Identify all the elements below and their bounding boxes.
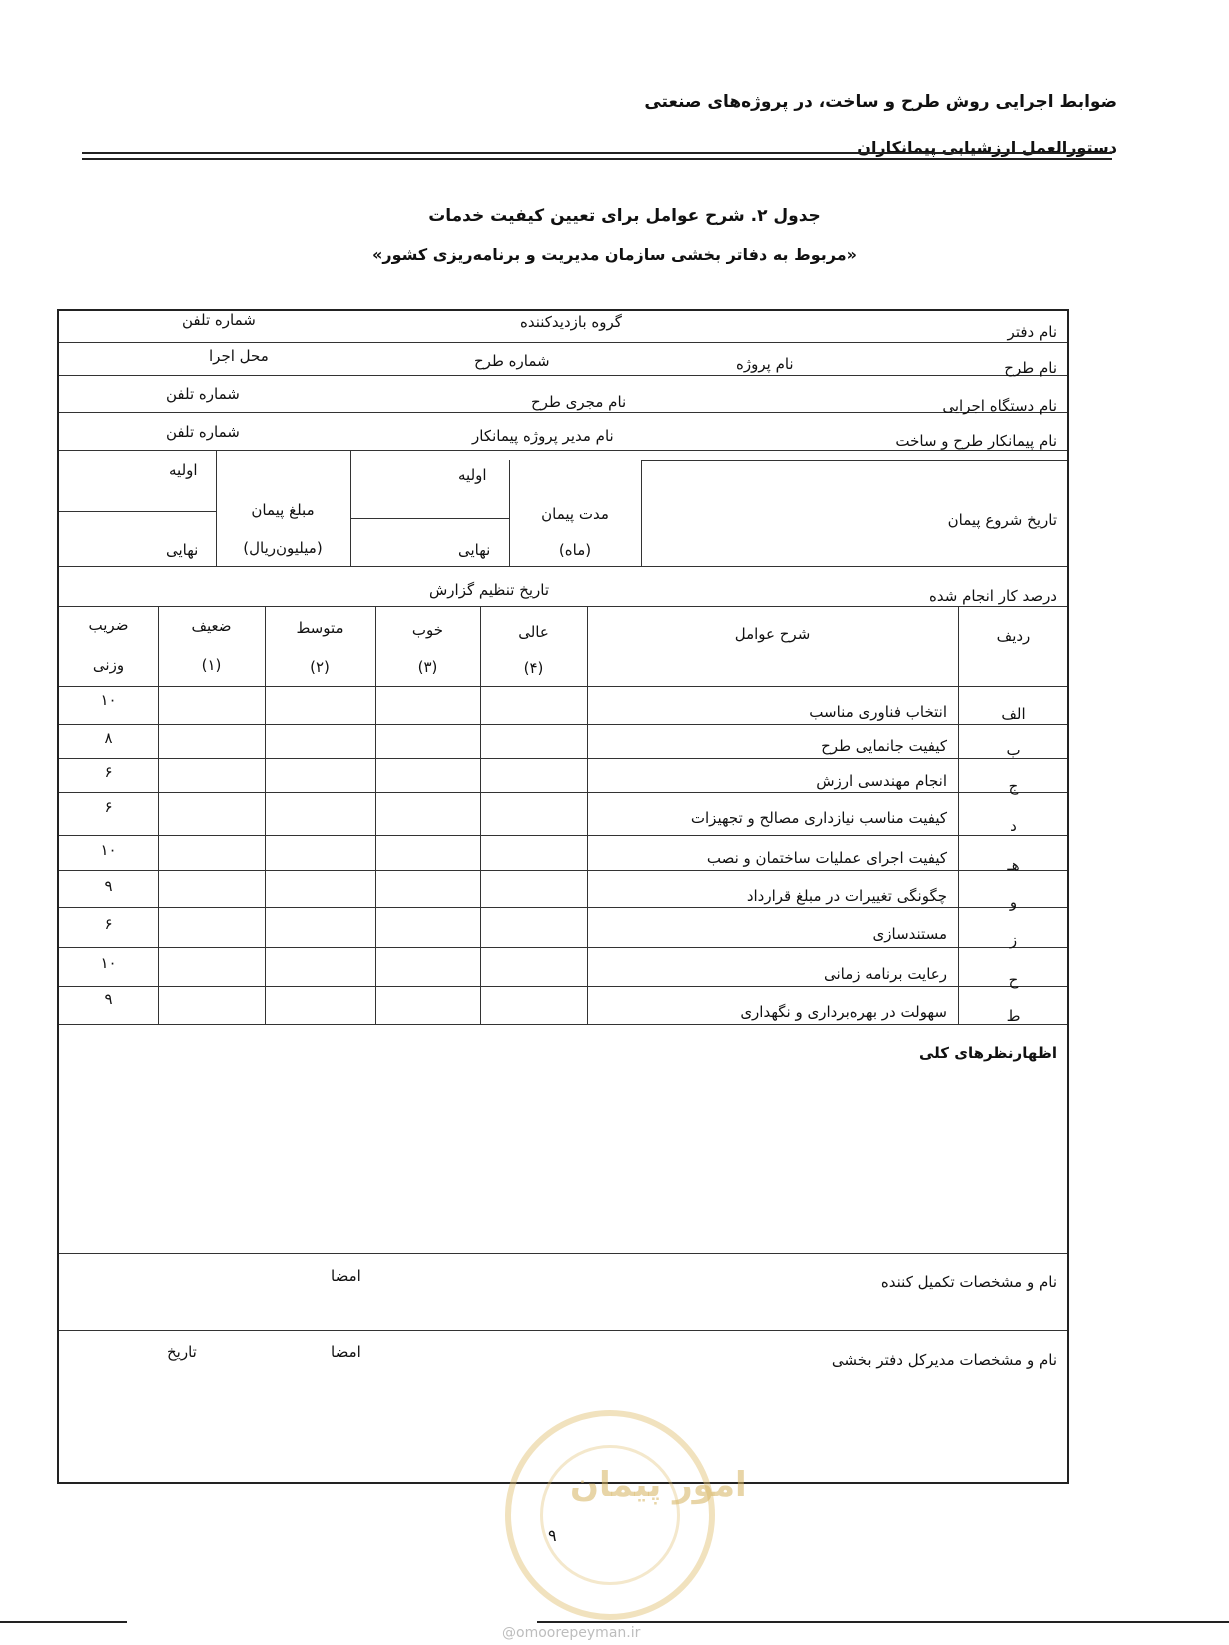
row-weight: ۱۰ [100, 691, 117, 709]
table-line [59, 686, 1067, 687]
header-average-score: (۲) [310, 658, 330, 676]
table-line [59, 907, 1067, 908]
row-description: سهولت در بهره‌برداری و نگهداری [740, 1003, 947, 1021]
header-good-score: (۳) [417, 658, 438, 676]
table-line [59, 986, 1067, 987]
document-header-title: ضوابط اجرایی روش طرح و ساخت، در پروژه‌های صنعتی [644, 92, 1117, 112]
table-line [59, 835, 1067, 836]
form-line [641, 460, 642, 566]
form-line [59, 1330, 1067, 1331]
header-rule-top [82, 152, 1112, 154]
row-description: رعایت برنامه زمانی [823, 965, 947, 983]
row-description: کیفیت مناسب نیازداری مصالح و تجهیزات [690, 809, 947, 827]
row-code: ب [1006, 741, 1021, 759]
form-line [59, 511, 216, 512]
row-weight: ۶ [104, 915, 113, 933]
general-comments-label: اظهارنظرهای کلی [918, 1044, 1057, 1062]
row-description: کیفیت جانمایی طرح [821, 737, 947, 755]
row-weight: ۶ [104, 798, 113, 816]
form-line [59, 412, 1067, 413]
table-title: جدول ۲. شرح عوامل برای تعیین کیفیت خدمات [428, 206, 821, 226]
amount-final-label: نهایی [166, 541, 199, 559]
row-weight: ۹ [104, 990, 113, 1008]
form-line [59, 375, 1067, 376]
header-excellent-score: (۴) [523, 659, 544, 677]
phone-label: شماره تلفن [166, 385, 240, 403]
table-line [59, 870, 1067, 871]
row-code: الف [1001, 705, 1026, 723]
row-code: ج [1008, 777, 1019, 795]
header-weak-score: (۱) [201, 656, 222, 674]
header-weak: ضعیف [191, 617, 232, 635]
table-line [59, 1024, 1067, 1025]
watermark-stamp-text: امور پیمان [570, 1465, 747, 1505]
header-average: متوسط [296, 619, 344, 637]
contract-amount-label: مبلغ پیمان [251, 501, 315, 519]
contract-start-label: تاریخ شروع پیمان [947, 511, 1057, 529]
watermark-website: @omoorepeyman.ir [502, 1625, 641, 1641]
footer-rule-right [537, 1621, 1229, 1623]
row-code: د [1010, 817, 1017, 835]
row-code: ز [1009, 931, 1018, 949]
director-label: نام و مشخصات مدیرکل دفتر بخشی [831, 1351, 1057, 1369]
project-manager-label: نام مدیر پروژه پیمانکار [472, 427, 614, 445]
row-weight: ۱۰ [100, 954, 117, 972]
site-label: محل اجرا [209, 347, 269, 365]
row-description: انجام مهندسی ارزش [816, 772, 947, 790]
date-label: تاریخ [167, 1343, 197, 1361]
million-rial-unit-label: (میلیون‌ریال) [243, 539, 323, 557]
header-rule-bottom [82, 158, 1112, 160]
row-description: مستندسازی [872, 925, 947, 943]
project-name-label: نام پروژه [736, 355, 794, 373]
completer-signature-label: امضا [331, 1267, 361, 1285]
form-line [641, 460, 1067, 461]
table-line [59, 724, 1067, 725]
row-weight: ۹ [104, 877, 113, 895]
table-line [59, 758, 1067, 759]
plan-number-label: شماره طرح [474, 352, 550, 370]
form-line [350, 518, 509, 519]
plan-executor-label: نام مجری طرح [531, 393, 627, 411]
table-line [59, 947, 1067, 948]
form-line [350, 450, 351, 566]
plan-name-label: نام طرح [1004, 359, 1057, 377]
evaluation-form [57, 309, 1069, 1484]
row-description: چگونگی تغییرات در مبلغ قرارداد [746, 887, 947, 905]
phone-label: شماره تلفن [166, 423, 240, 441]
duration-initial-label: اولیه [458, 466, 487, 484]
header-weight-line1: ضریب [88, 616, 129, 634]
row-description: کیفیت اجرای عملیات ساختمان و نصب [706, 849, 947, 867]
row-code: و [1009, 893, 1018, 911]
footer-rule-left [0, 1621, 127, 1623]
row-code: هـ [1007, 856, 1020, 874]
contractor-name-label: نام پیمانکار طرح و ساخت [895, 432, 1057, 450]
executive-agency-label: نام دستگاه اجرایی [942, 397, 1057, 415]
form-line [59, 566, 1067, 567]
completer-label: نام و مشخصات تکمیل کننده [880, 1273, 1057, 1291]
visiting-group-label: گروه بازدیدکننده [520, 313, 622, 331]
percent-done-label: درصد کار انجام شده [929, 587, 1057, 605]
page-number: ۹ [548, 1526, 557, 1545]
form-line [59, 450, 1067, 451]
table-line [59, 792, 1067, 793]
row-weight: ۶ [104, 763, 113, 781]
months-unit-label: (ماه) [558, 541, 592, 559]
office-name-label: نام دفتر [1007, 323, 1057, 341]
header-description: شرح عوامل [734, 625, 811, 643]
row-weight: ۸ [104, 729, 113, 747]
row-weight: ۱۰ [100, 841, 117, 859]
phone-label: شماره تلفن [182, 311, 256, 329]
row-code: ح [1008, 971, 1019, 989]
document-header-subtitle: دستورالعمل ارزشیابی پیمانکاران [857, 138, 1117, 157]
form-line [59, 342, 1067, 343]
table-line [958, 606, 959, 1024]
row-description: انتخاب فناوری مناسب [809, 703, 947, 721]
amount-initial-label: اولیه [169, 461, 198, 479]
duration-final-label: نهایی [458, 541, 491, 559]
form-line [59, 1253, 1067, 1254]
header-weight-line2: وزنی [92, 656, 125, 674]
header-row-number: ردیف [996, 627, 1031, 645]
table-subtitle: «مربوط به دفاتر بخشی سازمان مدیریت و برنامه‌ریزی کشور» [372, 245, 857, 264]
director-signature-label: امضا [331, 1343, 361, 1361]
header-good: خوب [411, 621, 444, 639]
form-line [59, 606, 1067, 607]
table-line [587, 606, 588, 1024]
row-code: ط [1006, 1007, 1021, 1025]
report-date-label: تاریخ تنظیم گزارش [429, 581, 550, 599]
header-excellent: عالی [518, 623, 549, 641]
contract-duration-label: مدت پیمان [541, 505, 609, 523]
